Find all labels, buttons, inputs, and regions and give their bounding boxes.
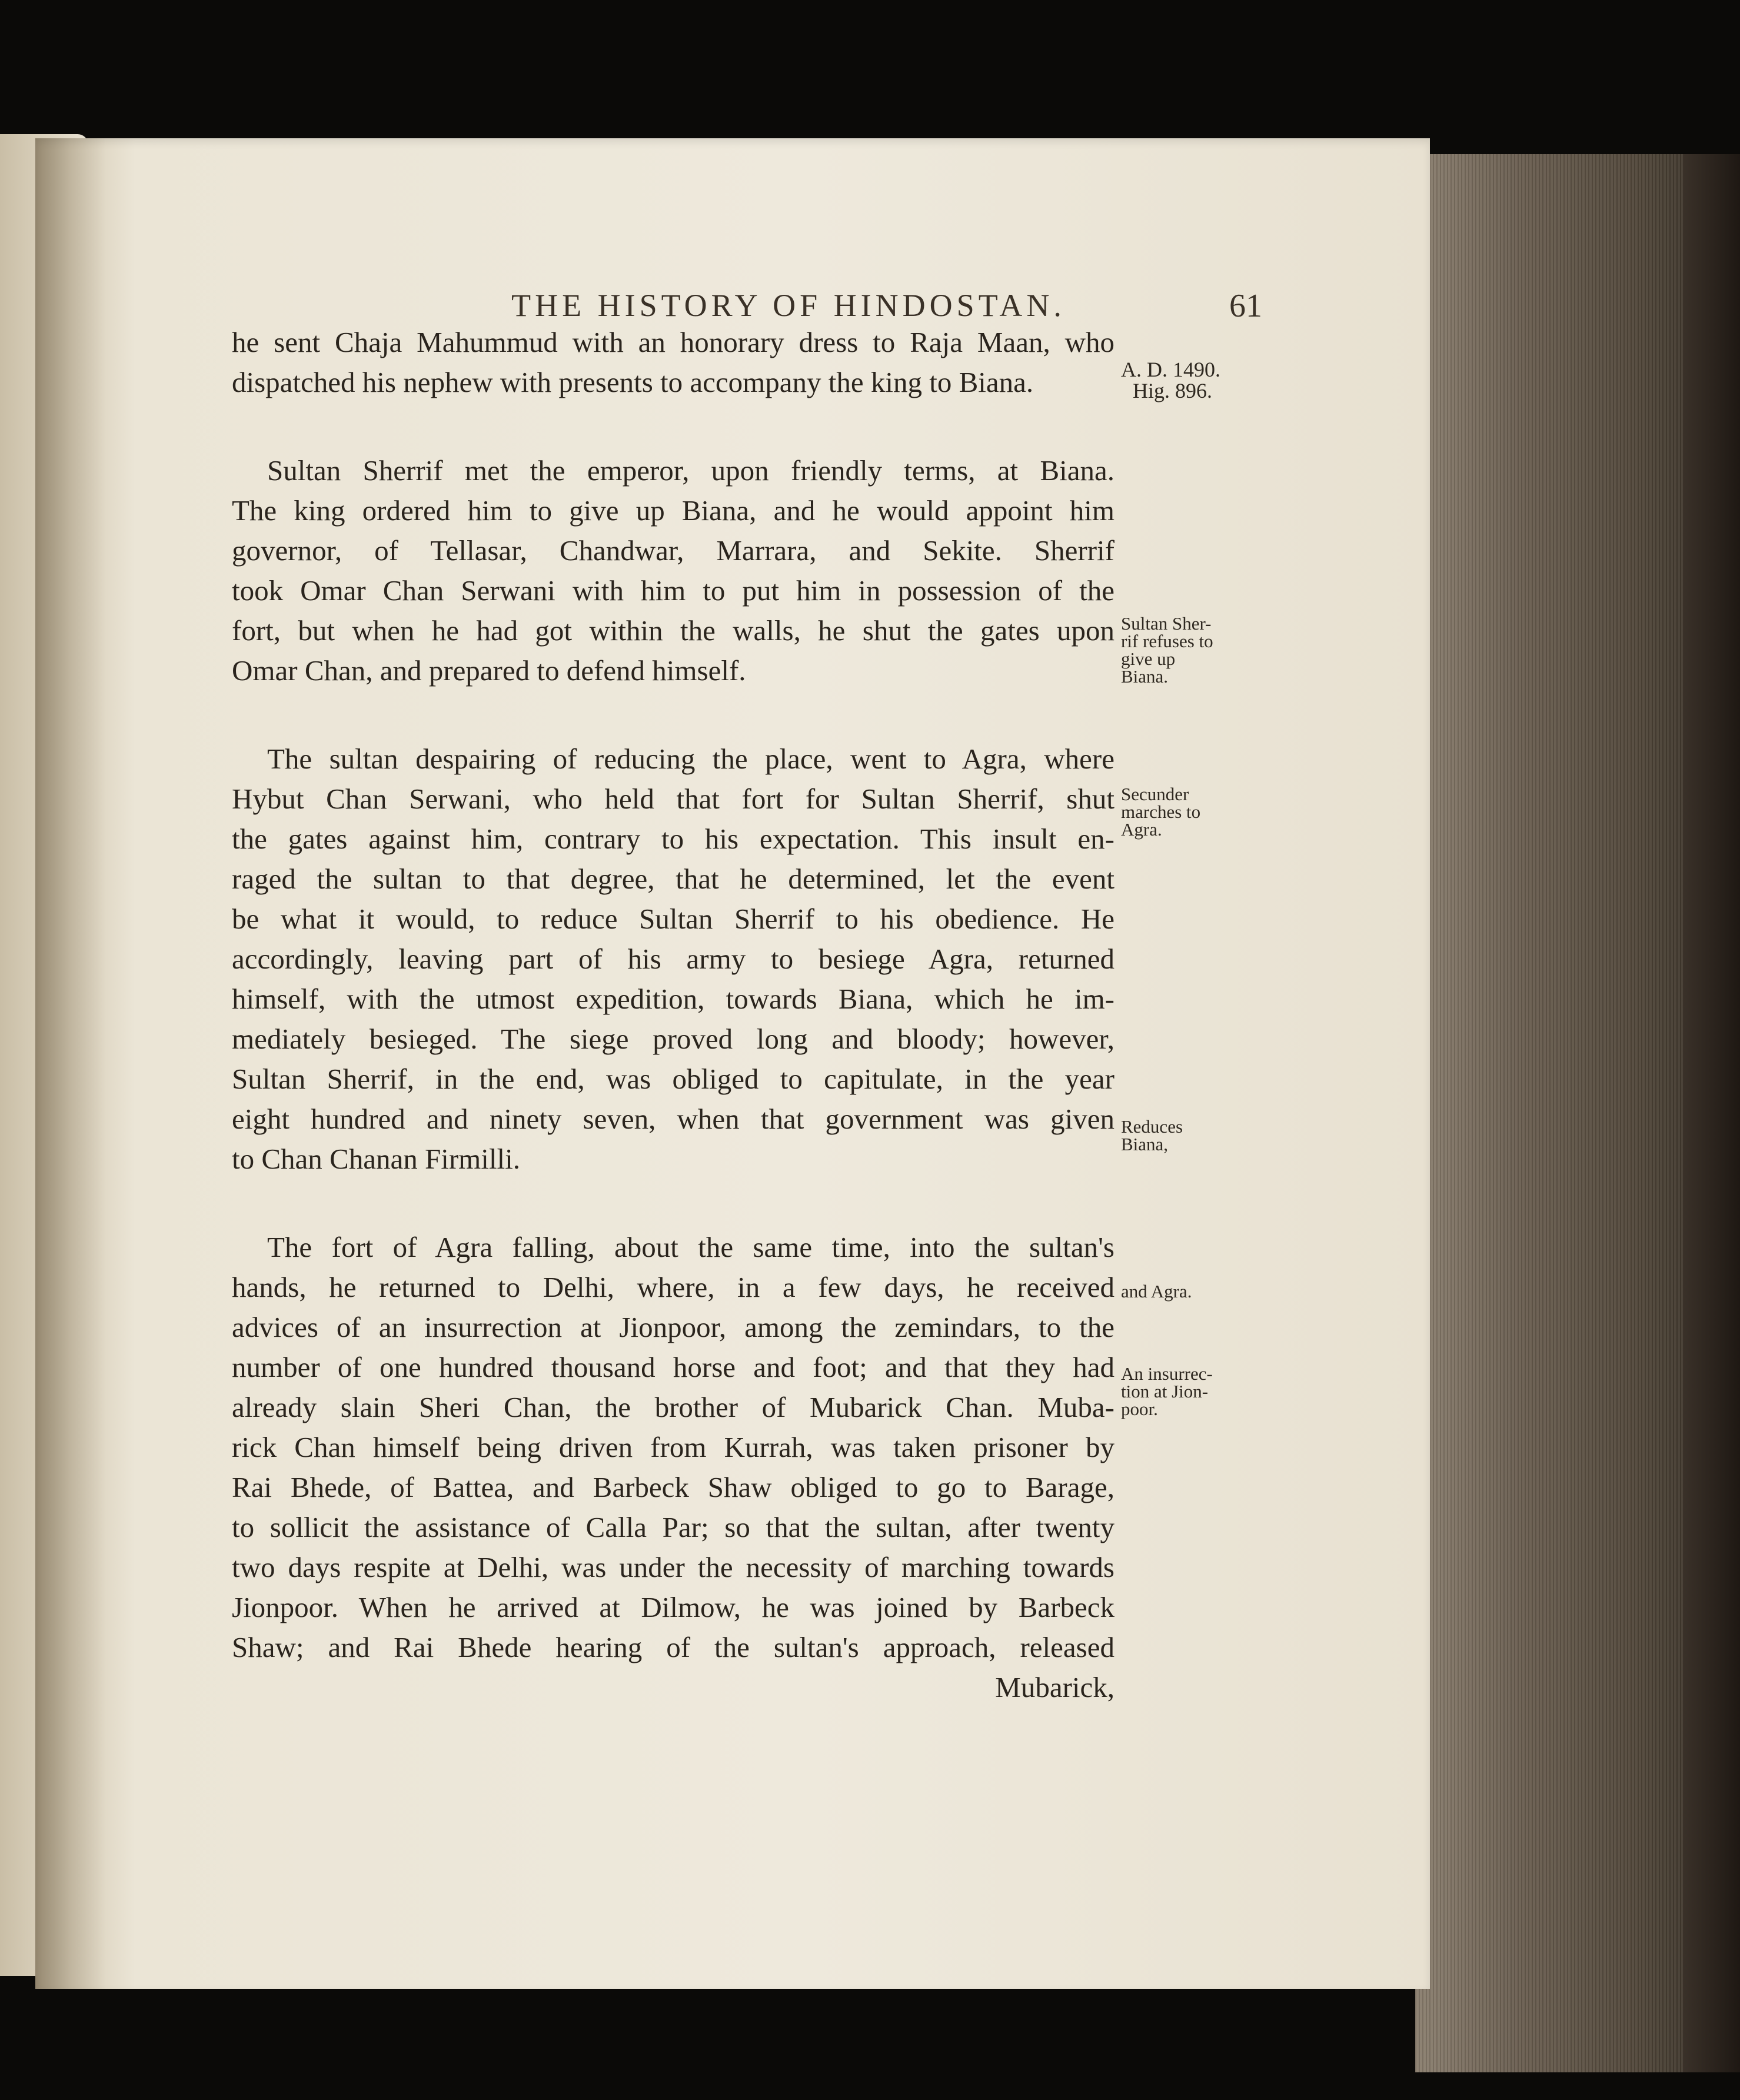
margin-note-line: give up — [1121, 648, 1176, 669]
text-line: rick Chan himself being driven from Kurrah, was taken prisoner by — [232, 1431, 1114, 1463]
margin-note-line: rif refuses to — [1121, 631, 1213, 651]
text-line: governor, of Tellasar, Chandwar, Marrara, and Sekite. Sherrif — [232, 534, 1114, 567]
book-cover — [1683, 154, 1740, 2072]
text-line: hands, he returned to Delhi, where, in a few days, he received — [232, 1271, 1114, 1303]
margin-note-date — [1121, 359, 1220, 401]
body-text — [232, 322, 1114, 1708]
margin-note-line: Agra. — [1121, 819, 1162, 840]
margin-note-line: marches to — [1121, 801, 1201, 822]
margin-note-reduces-biana — [1121, 1118, 1183, 1153]
text-line: two days respite at Delhi, was under the necessity of marching towards — [232, 1551, 1114, 1583]
text-line: advices of an insurrection at Jionpoor, among the zemindars, to the — [232, 1311, 1114, 1343]
margin-note-line: poor. — [1121, 1399, 1158, 1419]
text-line: Sultan Sherrif, in the end, was obliged to capitulate, in the year — [232, 1063, 1114, 1095]
margin-note-line: Secunder — [1121, 784, 1189, 804]
text-line: Jionpoor. When he arrived at Dilmow, he was joined by Barbeck — [232, 1591, 1114, 1623]
paragraph-3 — [232, 739, 1114, 1179]
margin-note-line: Biana. — [1121, 666, 1169, 687]
margin-note-insurrection — [1121, 1365, 1213, 1418]
text-line: Hybut Chan Serwani, who held that fort for Sultan Sherrif, shut — [232, 783, 1114, 815]
paragraph-4 — [232, 1227, 1114, 1668]
text-line: Omar Chan, and prepared to defend himself. — [232, 654, 746, 687]
text-line: the gates against him, contrary to his expectation. This insult en- — [232, 823, 1114, 855]
margin-note-secunder-marches — [1121, 786, 1200, 838]
text-line: mediately besieged. The siege proved long and bloody; however, — [232, 1023, 1114, 1055]
margin-note-line: An insurrec- — [1121, 1363, 1213, 1384]
text-line: himself, with the utmost expedition, towards Biana, which he im- — [232, 983, 1114, 1015]
text-line: accordingly, leaving part of his army to besiege Agra, returned — [232, 943, 1114, 975]
text-line: Rai Bhede, of Battea, and Barbeck Shaw obliged to go to Barage, — [232, 1471, 1114, 1503]
text-line: raged the sultan to that degree, that he determined, let the event — [232, 863, 1114, 895]
text-line: to Chan Chanan Firmilli. — [232, 1143, 520, 1175]
margin-note-line: Sultan Sher- — [1121, 613, 1212, 634]
text-line: eight hundred and ninety seven, when that government was given — [232, 1103, 1114, 1135]
paragraph-1 — [232, 322, 1114, 402]
margin-note-sherrif-refuses — [1121, 615, 1213, 685]
margin-note-line: and Agra. — [1121, 1281, 1192, 1302]
text-line: number of one hundred thousand horse and foot; and that they had — [232, 1351, 1114, 1383]
margin-note-line: tion at Jion- — [1121, 1381, 1209, 1402]
gutter-shadow — [35, 138, 106, 1989]
margin-note-line: Reduces — [1121, 1116, 1183, 1137]
margin-note-line: A. D. 1490. — [1121, 358, 1220, 381]
text-line: The sultan despairing of reducing the place, went to Agra, where — [267, 743, 1114, 775]
text-line: fort, but when he had got within the walls, he shut the gates upon — [232, 614, 1114, 647]
text-line: already slain Sheri Chan, the brother of Mubarick Chan. Muba- — [232, 1391, 1114, 1423]
text-line: dispatched his nephew with presents to accompany the king to Biana. — [232, 366, 1034, 398]
running-head: THE HISTORY OF HINDOSTAN. — [511, 288, 1066, 323]
text-line: be what it would, to reduce Sultan Sherrif to his obedience. He — [232, 903, 1114, 935]
text-line: to sollicit the assistance of Calla Par; so that the sultan, after twenty — [232, 1511, 1114, 1543]
page-number: 61 — [1229, 288, 1262, 324]
text-line: The fort of Agra falling, about the same time, into the sultan's — [267, 1231, 1114, 1263]
text-line: The king ordered him to give up Biana, and he would appoint him — [232, 494, 1114, 527]
paragraph-2 — [232, 451, 1114, 691]
text-line: Sultan Sherrif met the emperor, upon friendly terms, at Biana. — [267, 454, 1114, 487]
margin-note-line: Hig. 896. — [1133, 379, 1212, 402]
margin-note-line: Biana, — [1121, 1134, 1169, 1154]
catchword: Mubarick, — [995, 1671, 1114, 1703]
text-line: he sent Chaja Mahummud with an honorary dress to Raja Maan, who — [232, 326, 1114, 358]
text-line: Shaw; and Rai Bhede hearing of the sultan's approach, released — [232, 1631, 1114, 1663]
margin-note-and-agra — [1121, 1283, 1192, 1300]
text-line: took Omar Chan Serwani with him to put him in possession of the — [232, 574, 1114, 607]
